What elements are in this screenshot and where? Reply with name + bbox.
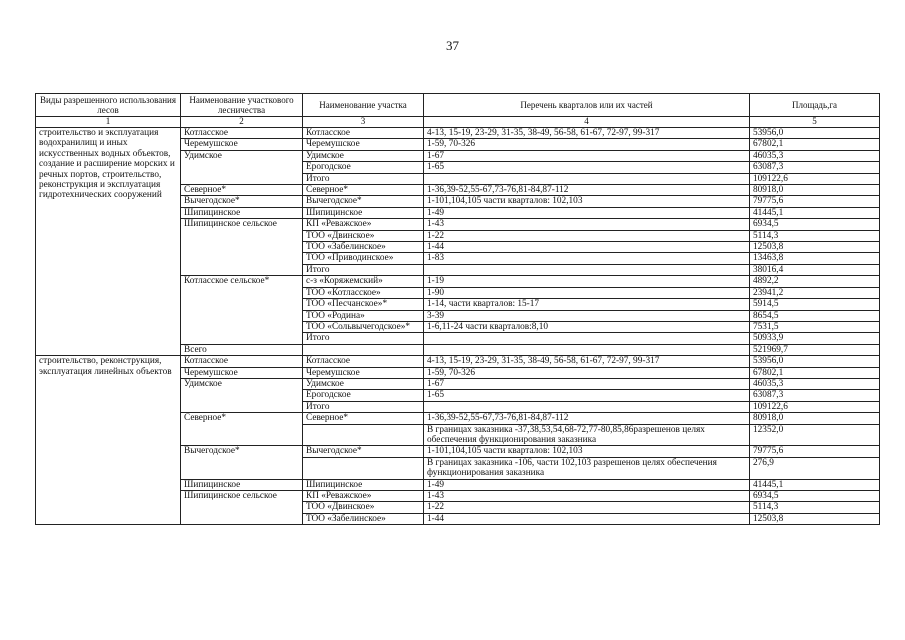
area-cell: 80918,0 bbox=[750, 185, 880, 196]
quarters-cell: 1-67 bbox=[424, 378, 750, 389]
area-cell: 109122,6 bbox=[750, 173, 880, 184]
forestry-cell: Вычегодское* bbox=[181, 196, 303, 207]
header-use-type: Виды разрешенного использования лесов bbox=[36, 94, 181, 117]
header-quarters: Перечень кварталов или их частей bbox=[424, 94, 750, 117]
table-body bbox=[36, 128, 880, 525]
area-cell: 46035,3 bbox=[750, 150, 880, 161]
quarters-cell: 1-36,39-52,55-67,73-76,81-84,87-112 bbox=[424, 413, 750, 424]
area-cell: 23941,2 bbox=[750, 287, 880, 298]
quarters-cell: В границах заказника -106, части 102,103 разрешенов целях обеспечения функционирования заказника bbox=[424, 457, 750, 479]
site-cell: Северное* bbox=[303, 185, 424, 196]
area-cell: 38016,4 bbox=[750, 264, 880, 275]
forestry-cell: Вычегодское* bbox=[181, 446, 303, 479]
area-cell: 50933,9 bbox=[750, 333, 880, 344]
site-cell: Черемушское bbox=[303, 367, 424, 378]
area-cell: 53956,0 bbox=[750, 356, 880, 367]
quarters-cell: 1-101,104,105 части кварталов: 102,103 bbox=[424, 446, 750, 457]
site-cell bbox=[303, 424, 424, 446]
site-cell bbox=[303, 344, 424, 355]
quarters-cell: 1-43 bbox=[424, 219, 750, 230]
forestry-cell: Шипицинское сельское bbox=[181, 219, 303, 276]
site-cell: Вычегодское* bbox=[303, 196, 424, 207]
quarters-cell: 1-59, 70-326 bbox=[424, 367, 750, 378]
quarters-cell: 4-13, 15-19, 23-29, 31-35, 38-49, 56-58, 61-67, 72-97, 99-317 bbox=[424, 128, 750, 139]
table-row bbox=[36, 356, 880, 367]
quarters-cell bbox=[424, 264, 750, 275]
quarters-cell: 1-101,104,105 части кварталов: 102,103 bbox=[424, 196, 750, 207]
site-cell: Ерогодское bbox=[303, 162, 424, 173]
area-cell: 521969,7 bbox=[750, 344, 880, 355]
use-type-cell: строительство и эксплуатация водохранилищ и иных искусственных водных объектов, создание и расширение морских и речных портов, строительство, реконструкция и эксплуатация гидротехнических сооружений bbox=[36, 128, 181, 356]
site-cell: ТОО «Песчанское»* bbox=[303, 299, 424, 310]
quarters-cell: 1-6,11-24 части кварталов:8,10 bbox=[424, 321, 750, 332]
quarters-cell: 1-19 bbox=[424, 276, 750, 287]
area-cell: 12503,8 bbox=[750, 513, 880, 524]
forestry-cell: Котласское сельское* bbox=[181, 276, 303, 344]
forestry-cell: Шипицинское сельское bbox=[181, 491, 303, 525]
area-cell: 79775,6 bbox=[750, 446, 880, 457]
use-type-cell: строительство, реконструкция, эксплуатация линейных объектов bbox=[36, 356, 181, 525]
area-cell: 4892,2 bbox=[750, 276, 880, 287]
site-cell: Итого bbox=[303, 264, 424, 275]
area-cell: 8654,5 bbox=[750, 310, 880, 321]
area-cell: 12352,0 bbox=[750, 424, 880, 446]
area-cell: 41445,1 bbox=[750, 479, 880, 490]
column-number: 4 bbox=[424, 117, 750, 128]
quarters-cell: 1-44 bbox=[424, 513, 750, 524]
forestry-cell: Удимское bbox=[181, 378, 303, 412]
table-row bbox=[36, 128, 880, 139]
quarters-cell: 1-22 bbox=[424, 230, 750, 241]
area-cell: 12503,8 bbox=[750, 242, 880, 253]
site-cell: ТОО «Двинское» bbox=[303, 502, 424, 513]
quarters-cell: 3-39 bbox=[424, 310, 750, 321]
page-number: 37 bbox=[446, 38, 459, 53]
area-cell: 41445,1 bbox=[750, 207, 880, 218]
quarters-cell: 1-22 bbox=[424, 502, 750, 513]
site-cell: ТОО «Приводинское» bbox=[303, 253, 424, 264]
site-cell: Шипицинское bbox=[303, 479, 424, 490]
column-number: 3 bbox=[303, 117, 424, 128]
area-cell: 53956,0 bbox=[750, 128, 880, 139]
site-cell: Черемушское bbox=[303, 139, 424, 150]
area-cell: 67802,1 bbox=[750, 139, 880, 150]
site-cell: ТОО «Забелинское» bbox=[303, 242, 424, 253]
quarters-cell: 4-13, 15-19, 23-29, 31-35, 38-49, 56-58, 61-67, 72-97, 99-317 bbox=[424, 356, 750, 367]
forestry-cell: Северное* bbox=[181, 413, 303, 446]
area-cell: 109122,6 bbox=[750, 401, 880, 412]
quarters-cell bbox=[424, 333, 750, 344]
site-cell: Итого bbox=[303, 401, 424, 412]
quarters-cell: 1-83 bbox=[424, 253, 750, 264]
area-cell: 79775,6 bbox=[750, 196, 880, 207]
forestry-cell: Северное* bbox=[181, 185, 303, 196]
site-cell: КП «Реважское» bbox=[303, 491, 424, 502]
header-forestry: Наименование участкового лесничества bbox=[181, 94, 303, 117]
forestry-cell: Шипицинское bbox=[181, 207, 303, 218]
forestry-cell: Всего bbox=[181, 344, 303, 355]
quarters-cell: 1-36,39-52,55-67,73-76,81-84,87-112 bbox=[424, 185, 750, 196]
forest-use-table bbox=[35, 93, 880, 525]
area-cell: 7531,5 bbox=[750, 321, 880, 332]
forestry-cell: Котласское bbox=[181, 128, 303, 139]
quarters-cell: 1-59, 70-326 bbox=[424, 139, 750, 150]
site-cell: ТОО «Сольвычегодское»* bbox=[303, 321, 424, 332]
site-cell: ТОО «Родина» bbox=[303, 310, 424, 321]
quarters-cell: 1-90 bbox=[424, 287, 750, 298]
quarters-cell: 1-44 bbox=[424, 242, 750, 253]
area-cell: 63087,3 bbox=[750, 390, 880, 401]
site-cell: Итого bbox=[303, 333, 424, 344]
forestry-cell: Котласское bbox=[181, 356, 303, 367]
quarters-cell: В границах заказника -37,38,53,54,68-72,77-80,85,86разрешенов целях обеспечения функционирования заказника bbox=[424, 424, 750, 446]
area-cell: 5114,3 bbox=[750, 230, 880, 241]
area-cell: 276,9 bbox=[750, 457, 880, 479]
quarters-cell: 1-67 bbox=[424, 150, 750, 161]
area-cell: 6934,5 bbox=[750, 491, 880, 502]
header-area: Площадь,га bbox=[750, 94, 880, 117]
quarters-cell: 1-14, части кварталов: 15-17 bbox=[424, 299, 750, 310]
column-number: 5 bbox=[750, 117, 880, 128]
site-cell: КП «Реважское» bbox=[303, 219, 424, 230]
quarters-cell bbox=[424, 344, 750, 355]
forestry-cell: Шипицинское bbox=[181, 479, 303, 490]
site-cell: ТОО «Двинское» bbox=[303, 230, 424, 241]
area-cell: 13463,8 bbox=[750, 253, 880, 264]
quarters-cell bbox=[424, 173, 750, 184]
area-cell: 63087,3 bbox=[750, 162, 880, 173]
area-cell: 46035,3 bbox=[750, 378, 880, 389]
site-cell: Итого bbox=[303, 173, 424, 184]
site-cell: Шипицинское bbox=[303, 207, 424, 218]
site-cell: Котласское bbox=[303, 128, 424, 139]
column-number-row bbox=[36, 117, 880, 128]
site-cell: Удимское bbox=[303, 150, 424, 161]
site-cell: Вычегодское* bbox=[303, 446, 424, 457]
area-cell: 5914,5 bbox=[750, 299, 880, 310]
area-cell: 6934,5 bbox=[750, 219, 880, 230]
area-cell: 67802,1 bbox=[750, 367, 880, 378]
quarters-cell bbox=[424, 401, 750, 412]
quarters-cell: 1-49 bbox=[424, 479, 750, 490]
quarters-cell: 1-65 bbox=[424, 390, 750, 401]
site-cell: Северное* bbox=[303, 413, 424, 424]
quarters-cell: 1-65 bbox=[424, 162, 750, 173]
column-number: 1 bbox=[36, 117, 181, 128]
forestry-cell: Черемушское bbox=[181, 367, 303, 378]
table-header-row bbox=[36, 94, 880, 117]
site-cell: Ерогодское bbox=[303, 390, 424, 401]
site-cell bbox=[303, 457, 424, 479]
site-cell: Котласское bbox=[303, 356, 424, 367]
quarters-cell: 1-43 bbox=[424, 491, 750, 502]
column-number: 2 bbox=[181, 117, 303, 128]
site-cell: с-з «Коряжемский» bbox=[303, 276, 424, 287]
quarters-cell: 1-49 bbox=[424, 207, 750, 218]
site-cell: ТОО «Забелинское» bbox=[303, 513, 424, 524]
area-cell: 80918,0 bbox=[750, 413, 880, 424]
site-cell: Удимское bbox=[303, 378, 424, 389]
header-site: Наименование участка bbox=[303, 94, 424, 117]
site-cell: ТОО «Котласское» bbox=[303, 287, 424, 298]
area-cell: 5114,3 bbox=[750, 502, 880, 513]
forestry-cell: Удимское bbox=[181, 150, 303, 184]
forestry-cell: Черемушское bbox=[181, 139, 303, 150]
